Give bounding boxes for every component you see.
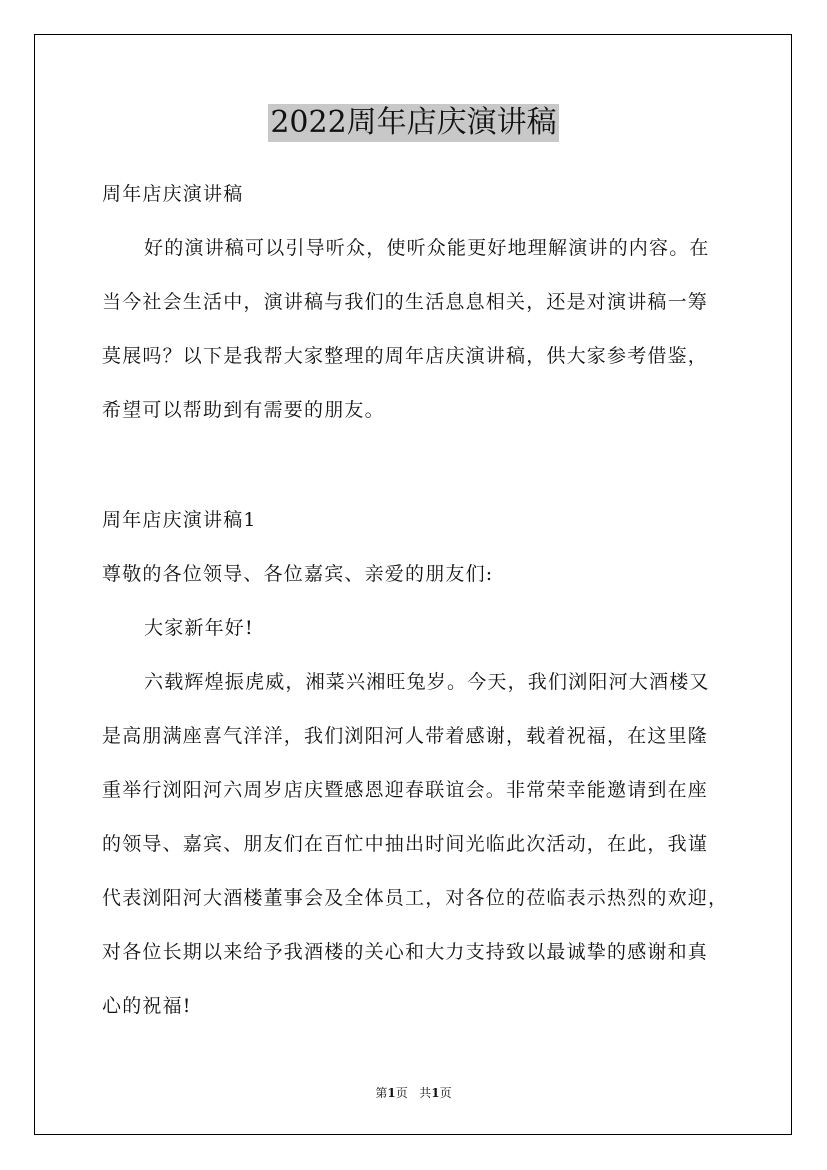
body-line: 代表浏阳河大酒楼董事会及全体员工，对各位的莅临表示热烈的欢迎， <box>102 887 729 909</box>
intro-line: 当今社会生活中，演讲稿与我们的生活息息相关，还是对演讲稿一筹 <box>102 291 709 313</box>
intro-line: 莫展吗？以下是我帮大家整理的周年店庆演讲稿，供大家参考借鉴， <box>102 345 709 367</box>
page-label-suffix: 页 <box>395 1086 408 1100</box>
page-footer <box>0 1085 827 1101</box>
intro-line: 好的演讲稿可以引导听众，使听众能更好地理解演讲的内容。在 <box>144 237 710 259</box>
body-line: 心的祝福! <box>102 995 192 1017</box>
section-heading: 周年店庆演讲稿1 <box>102 509 257 531</box>
greeting: 大家新年好! <box>144 617 254 639</box>
page-number: 1 <box>387 1086 396 1100</box>
body-line: 对各位长期以来给予我酒楼的关心和大力支持致以最诚挚的感谢和真 <box>102 941 709 963</box>
total-label-prefix: 共 <box>419 1086 432 1100</box>
total-label-suffix: 页 <box>439 1086 452 1100</box>
subtitle: 周年店庆演讲稿 <box>102 183 244 205</box>
total-pages: 1 <box>431 1086 440 1100</box>
title-area <box>0 104 827 142</box>
intro-line: 希望可以帮助到有需要的朋友。 <box>102 399 385 421</box>
body-line: 是高朋满座喜气洋洋，我们浏阳河人带着感谢，载着祝福，在这里隆 <box>102 725 709 747</box>
salutation: 尊敬的各位领导、各位嘉宾、亲爱的朋友们: <box>102 563 494 585</box>
page-label-prefix: 第 <box>375 1086 388 1100</box>
document-title: 2022周年店庆演讲稿 <box>270 105 557 140</box>
body-line: 的领导、嘉宾、朋友们在百忙中抽出时间光临此次活动，在此，我谨 <box>102 833 709 855</box>
body-line: 六载辉煌振虎威，湘菜兴湘旺兔岁。今天，我们浏阳河大酒楼又 <box>144 671 710 693</box>
body-line: 重举行浏阳河六周岁店庆暨感恩迎春联谊会。非常荣幸能邀请到在座 <box>102 779 709 801</box>
